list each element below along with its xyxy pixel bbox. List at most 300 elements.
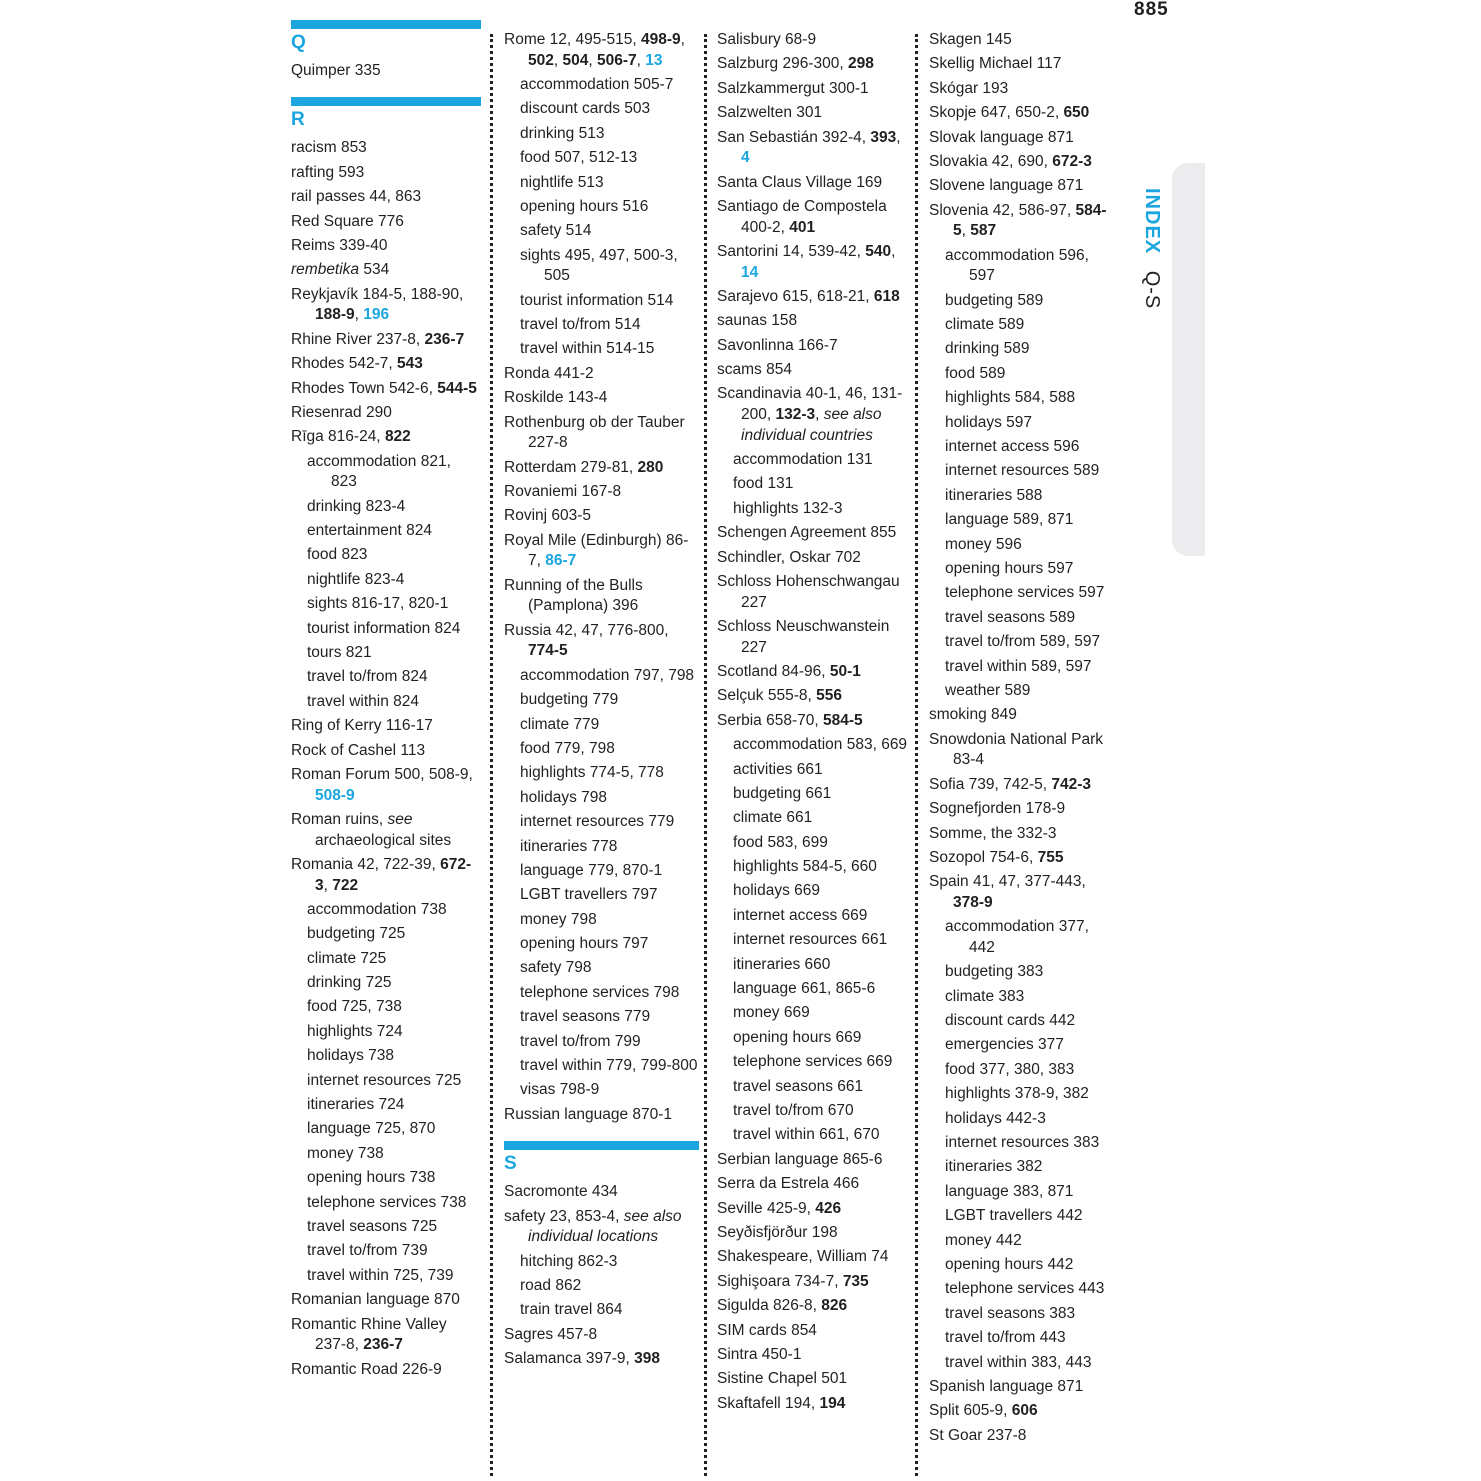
entry-text: Seville 425-9, [717,1199,816,1217]
index-subentry [504,246,699,287]
map-page-ref: 50-1 [829,662,861,680]
index-entry [717,1272,912,1293]
section-bar [291,97,481,106]
index-entry [291,187,481,208]
entry-text: Sognefjorden 178-9 [929,800,1066,818]
entry-text: Serra da Estrela 466 [717,1175,860,1193]
index-entry [717,103,912,124]
entry-text: internet resources 779 [520,813,675,831]
index-entry [929,176,1119,197]
entry-text: travel within 383, 443 [945,1353,1092,1371]
index-entry [504,364,699,385]
index-subentry [504,1252,699,1273]
index-entry [291,403,481,424]
index-subentry [504,197,699,218]
index-subentry [717,474,912,495]
entry-text: Romanian language 870 [291,1291,460,1309]
map-page-ref: 502 [528,51,554,69]
entry-text: money 669 [733,1004,810,1022]
entry-text: Split 605-9, [929,1402,1012,1420]
section-bar [504,1141,699,1150]
entry-text: Riesenrad 290 [291,403,392,421]
map-page-ref: 280 [637,458,664,476]
map-page-ref: 606 [1011,1402,1038,1420]
index-entry [929,730,1119,771]
map-page-ref: 556 [816,687,842,705]
index-entry [929,152,1119,173]
index-entry [717,128,912,169]
entry-text: , [553,51,563,69]
index-subentry [929,364,1119,385]
entry-text: itineraries 588 [945,486,1043,504]
index-subentry [929,535,1119,556]
entry-text: Somme, the 332-3 [929,824,1057,842]
entry-text: Roman ruins, [291,810,388,828]
index-entry [717,1174,912,1195]
index-subentry [504,885,699,906]
entry-text: Rothenburg ob der Tauber 227-8 [504,413,685,452]
index-subentry [291,949,481,970]
index-entry [504,1105,699,1126]
index-entry [291,855,481,896]
entry-text: drinking 725 [307,974,392,992]
index-subentry [929,962,1119,983]
entry-text: tours 821 [307,644,372,661]
index-subentry [504,763,699,784]
index-subentry [717,930,912,951]
entry-text: Skopje 647, 650-2, [929,104,1064,122]
entry-text: travel to/from 670 [733,1102,854,1119]
index-subentry [929,1084,1119,1105]
entry-text: St Goar 237-8 [929,1426,1027,1444]
entry-text: Rhine River 237-8, [291,330,425,348]
index-subentry [929,583,1119,604]
italic-text: see also individual locations [528,1207,682,1246]
entry-text: telephone services 738 [307,1193,467,1211]
entry-text: holidays 798 [520,788,608,806]
index-subentry [291,667,481,688]
entry-text: travel within 589, 597 [945,657,1092,675]
index-subentry [929,1109,1119,1130]
index-subentry [291,545,481,566]
index-subentry [717,1125,912,1146]
index-entry [717,1321,912,1342]
index-subentry [291,1241,481,1262]
entry-text: internet resources 725 [307,1071,462,1089]
index-subentry [291,1266,481,1287]
map-page-ref: 584-5 [823,711,863,729]
map-page-ref: 650 [1063,104,1090,122]
index-subentry [504,861,699,882]
entry-text: language 589, 871 [945,511,1074,529]
index-entry [929,1426,1119,1447]
index-subentry [717,784,912,805]
index-subentry [929,246,1119,287]
entry-text: drinking 513 [520,124,605,142]
entry-text: Savonlinna 166-7 [717,336,838,354]
index-subentry [929,1279,1119,1300]
index-subentry [504,812,699,833]
index-entry [717,1247,912,1268]
entry-text: Scandinavia 40-1, 46, 131-200, [717,385,903,424]
entry-text: Sintra 450-1 [717,1345,802,1363]
entry-text: Russia 42, 47, 776-800, [504,621,669,639]
index-subentry [291,1193,481,1214]
index-subentry [504,99,699,120]
section-letter: R [291,109,305,131]
entry-text: 534 [359,261,390,279]
index-entry [504,576,699,617]
entry-text: travel within 661, 670 [733,1126,880,1144]
entry-text: hitching 862-3 [520,1252,618,1270]
italic-text: see [387,810,413,828]
index-entry [717,242,912,283]
index-subentry [929,461,1119,482]
index-entry [291,285,481,326]
index-entry [291,61,481,82]
index-entry [717,1296,912,1317]
map-page-ref: 543 [397,355,423,373]
entry-text: train travel 864 [520,1301,623,1319]
index-entry [291,427,481,448]
index-subentry [929,681,1119,702]
index-entry [717,523,912,544]
entry-text: money 596 [945,535,1022,553]
entry-text: SIM cards 854 [717,1321,817,1339]
index-entry [929,824,1119,845]
index-subentry [504,1080,699,1101]
index-subentry [504,148,699,169]
entry-text: activities 661 [733,760,823,778]
index-subentry [291,1022,481,1043]
index-subentry [291,594,481,615]
index-subentry [929,1133,1119,1154]
entry-text: Rhodes 542-7, [291,355,397,373]
index-entry [291,1315,481,1356]
entry-text: Scotland 84-96, [717,662,830,680]
entry-text: language 725, 870 [307,1120,436,1138]
index-subentry [717,450,912,471]
entry-text: budgeting 589 [945,291,1044,309]
entry-text: food 377, 380, 383 [945,1060,1075,1078]
entry-text: food 589 [945,364,1006,382]
index-subentry [291,1046,481,1067]
entry-text: opening hours 797 [520,935,649,953]
entry-text: Russian language 870-1 [504,1105,673,1123]
entry-text: language 779, 870-1 [520,861,663,879]
index-entry [929,872,1119,913]
entry-text: saunas 158 [717,312,798,330]
index-subentry [504,339,699,360]
entry-text: money 798 [520,910,597,928]
entry-text: drinking 823-4 [307,497,406,515]
index-subentry [929,1060,1119,1081]
index-entry [291,1290,481,1311]
index-entry [717,548,912,569]
entry-text: sights 495, 497, 500-3, 505 [520,246,678,285]
entry-text: holidays 597 [945,413,1033,431]
entry-text: travel within 514-15 [520,340,655,358]
index-subentry [291,452,481,493]
entry-text: Rhodes Town 542-6, [291,379,438,397]
entry-text: Seyðisfjörður 198 [717,1223,838,1241]
index-entry [504,531,699,572]
map-page-ref: 774-5 [528,642,568,660]
index-subentry [717,735,912,756]
index-subentry [504,75,699,96]
entry-text: travel to/from 739 [307,1242,428,1260]
entry-text: Santa Claus Village 169 [717,173,883,191]
entry-text: language 383, 871 [945,1182,1074,1200]
entry-text: Slovakia 42, 690, [929,152,1053,170]
index-entry [929,1401,1119,1422]
entry-text: climate 383 [945,987,1025,1005]
entry-text: archaeological sites [315,831,452,849]
index-entry [929,1377,1119,1398]
index-subentry [929,987,1119,1008]
index-entry [717,662,912,683]
index-subentry [717,760,912,781]
map-page-ref: 755 [1037,848,1064,866]
index-entry [504,413,699,454]
entry-text: internet resources 383 [945,1133,1100,1151]
index-subentry [504,690,699,711]
entry-text: language 661, 865-6 [733,980,876,998]
index-entry [504,482,699,503]
entry-text: , [815,406,824,424]
italic-text: see also individual countries [741,406,882,444]
entry-text: Sighişoara 734-7, [717,1272,843,1290]
entry-text: food 583, 699 [733,833,828,851]
entry-text: nightlife 513 [520,173,604,191]
entry-text: Ring of Kerry 116-17 [291,717,433,735]
entry-text: visas 798-9 [520,1081,600,1099]
entry-text: climate 779 [520,715,600,733]
map-page-ref: 236-7 [424,330,465,348]
map-page-ref: 504 [562,51,589,69]
map-page-ref: 378-9 [953,893,993,911]
entry-text: itineraries 382 [945,1158,1043,1176]
index-subentry [929,388,1119,409]
map-page-ref: 393 [870,128,897,146]
index-entry [504,1325,699,1346]
entry-text: road 862 [520,1276,582,1294]
index-subentry [504,715,699,736]
index-entry [717,617,912,658]
index-subentry [291,643,481,664]
map-page-ref: 398 [634,1350,660,1368]
index-subentry [717,1052,912,1073]
entry-text: safety 514 [520,222,592,240]
thumb-tab-range: Q-S [1141,270,1163,310]
entry-text: internet access 596 [945,438,1080,456]
index-subentry [929,1353,1119,1374]
map-page-ref: 722 [332,876,359,894]
map-page-ref: 236-7 [363,1336,403,1354]
entry-text: safety 798 [520,959,592,977]
entry-text: LGBT travellers 797 [520,886,658,904]
index-subentry [929,315,1119,336]
index-entry [717,1345,912,1366]
index-subentry [504,173,699,194]
entry-text: Reykjavík 184-5, 188-90, [291,285,464,303]
index-subentry [504,739,699,760]
index-subentry [504,221,699,242]
entry-text: Slovenia 42, 586-97, [929,201,1076,219]
column-separator [704,34,707,1476]
entry-text: telephone services 443 [945,1280,1105,1298]
index-entry [717,79,912,100]
entry-text: highlights 132-3 [733,499,843,517]
entry-text: Shakespeare, William 74 [717,1248,889,1266]
map-page-ref: 587 [970,222,997,240]
index-subentry [504,837,699,858]
entry-text: holidays 669 [733,882,821,900]
index-column-4 [929,30,1119,1450]
entry-text: scams 854 [717,361,792,379]
map-page-ref: 498-9 [641,31,681,48]
index-subentry [291,1071,481,1092]
entry-text: accommodation 797, 798 [520,666,695,684]
entry-text: Santiago de Compostela 400-2, [717,197,887,236]
index-entry [717,287,912,308]
entry-text: Sozopol 754-6, [929,848,1038,866]
index-entry [717,30,912,51]
index-subentry [717,499,912,520]
index-entry [717,686,912,707]
index-entry [504,1207,699,1248]
index-subentry [717,808,912,829]
index-subentry [929,917,1119,958]
index-entry [929,30,1119,51]
entry-text: Skaftafell 194, [717,1394,820,1412]
entry-text: Rovaniemi 167-8 [504,483,622,501]
entry-text: opening hours 597 [945,560,1074,577]
index-subentry [929,1035,1119,1056]
index-entry [291,765,481,806]
column-separator [490,34,493,1476]
map-page-ref: 826 [821,1297,848,1315]
entry-text: telephone services 798 [520,983,680,1001]
entry-text: Royal Mile (Edinburgh) 86-7, [504,531,689,570]
entry-text: discount cards 442 [945,1012,1076,1030]
entry-text: sights 816-17, 820-1 [307,595,449,613]
index-entry [717,173,912,194]
index-column-1 [291,30,481,1384]
section-bar [291,20,481,29]
entry-text: , [588,51,597,69]
map-page-ref: 618 [873,287,900,305]
index-entry [291,716,481,737]
entry-text: nightlife 823-4 [307,570,405,588]
map-page-ref: 132-3 [775,406,816,424]
index-entry [717,1150,912,1171]
index-entry [504,458,699,479]
entry-text: discount cards 503 [520,100,651,118]
map-page-ref: 544-5 [437,379,477,397]
index-subentry [291,1217,481,1238]
entry-text: highlights 584-5, 660 [733,858,877,876]
index-entry [717,711,912,732]
photo-page-ref: 196 [363,306,390,324]
map-page-ref: 672-3 [315,855,472,894]
entry-text: climate 661 [733,809,813,827]
entry-text: Schloss Neuschwanstein 227 [717,617,890,656]
index-subentry [929,559,1119,580]
entry-text: Sarajevo 615, 618-21, [717,287,874,305]
entry-text: food 725, 738 [307,998,402,1016]
index-entry [717,311,912,332]
entry-text: Red Square 776 [291,212,404,230]
index-subentry [291,497,481,518]
index-subentry [504,1300,699,1321]
index-entry [717,336,912,357]
index-subentry [929,632,1119,653]
entry-text: Salzwelten 301 [717,104,823,122]
entry-text: accommodation 738 [307,900,447,918]
index-subentry [291,900,481,921]
index-subentry [717,955,912,976]
entry-text: Roskilde 143-4 [504,389,608,407]
entry-text: Spain 41, 47, 377-443, [929,873,1086,891]
index-entry [717,572,912,613]
entry-text: opening hours 738 [307,1169,436,1187]
index-subentry [717,906,912,927]
entry-text: weather 589 [945,681,1031,699]
entry-text: Skellig Michael 117 [929,55,1062,73]
map-page-ref: 672-3 [1052,152,1092,170]
map-page-ref: 822 [384,428,411,446]
index-entry [291,212,481,233]
index-subentry [929,1304,1119,1325]
entry-text: highlights 584, 588 [945,389,1076,407]
index-entry [291,741,481,762]
index-subentry [291,1119,481,1140]
entry-text: Selçuk 555-8, [717,687,817,705]
map-page-ref: 506-7 [597,51,637,69]
entry-text: internet resources 661 [733,931,888,949]
index-subentry [291,570,481,591]
entry-text: Rotterdam 279-81, [504,458,638,476]
entry-text: tourist information 824 [307,619,461,637]
index-entry [929,775,1119,796]
entry-text: travel within 824 [307,692,420,710]
index-subentry [504,958,699,979]
index-subentry [504,1032,699,1053]
index-subentry [291,521,481,542]
entry-text: Slovene language 871 [929,177,1084,195]
index-subentry [291,1168,481,1189]
index-entry [929,705,1119,726]
entry-text: holidays 738 [307,1047,395,1065]
photo-page-ref: 508-9 [315,786,355,804]
entry-text: Schindler, Oskar 702 [717,548,861,566]
entry-text: Slovak language 871 [929,128,1074,146]
index-subentry [929,413,1119,434]
index-subentry [717,857,912,878]
entry-text: food 823 [307,546,368,564]
index-subentry [504,788,699,809]
index-entry [717,1369,912,1390]
entry-text: accommodation 596, 597 [945,246,1089,285]
entry-text: Sigulda 826-8, [717,1297,822,1315]
map-page-ref: 540 [865,242,892,260]
index-subentry [929,510,1119,531]
entry-text: safety 23, 853-4, [504,1207,624,1225]
index-subentry [929,1206,1119,1227]
entry-text: racism 853 [291,139,367,157]
index-entry [504,506,699,527]
